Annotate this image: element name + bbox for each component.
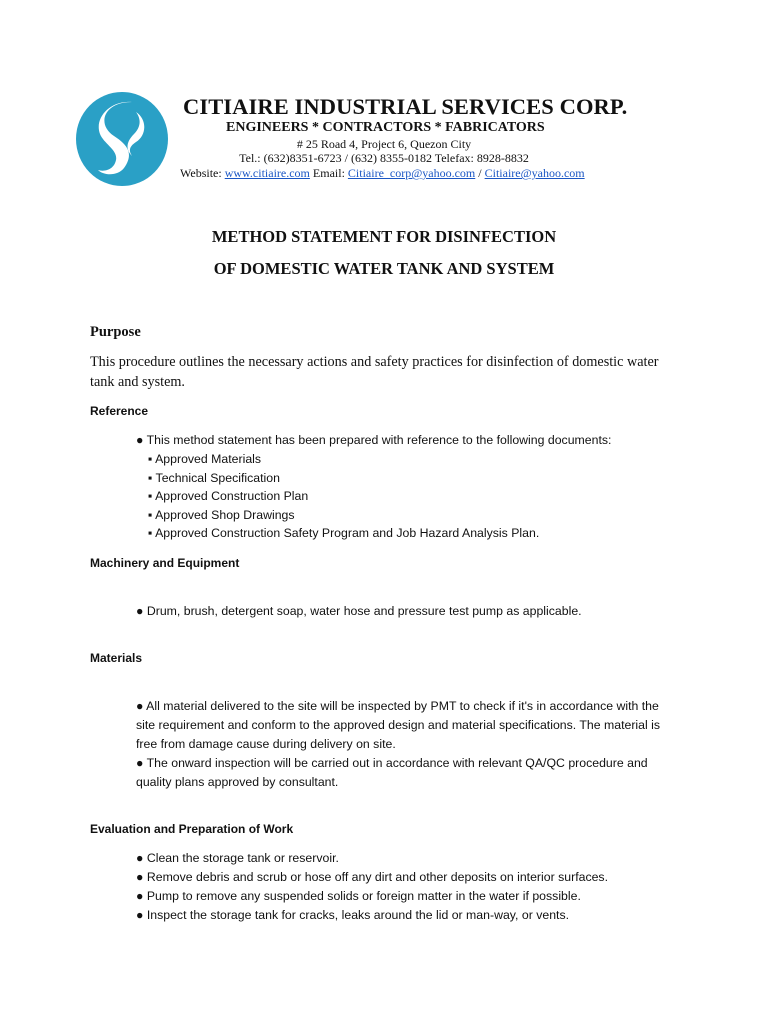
materials-heading: Materials — [90, 651, 143, 665]
evaluation-heading: Evaluation and Preparation of Work — [90, 822, 294, 836]
document-title-line-1: METHOD STATEMENT FOR DISINFECTION — [211, 227, 557, 246]
website-link[interactable]: www.citiaire.com — [224, 166, 310, 180]
email-label: Email: — [309, 166, 348, 180]
machinery-heading: Machinery and Equipment — [90, 556, 240, 570]
company-phones: Tel.: (632)8351-6723 / (632) 8355-0182 Telefax: 8928-8832 — [239, 151, 529, 165]
purpose-heading: Purpose — [90, 324, 141, 340]
materials-item: ● All material delivered to the site will be inspected by PMT to check if it's in accordance with the site requirement and conform to the approved design and material specifications. The material is free from damage cause during delivery on site. — [136, 699, 661, 751]
evaluation-item: ● Pump to remove any suspended solids or foreign matter in the water if possible. — [136, 889, 581, 903]
evaluation-item: ● Remove debris and scrub or hose off any dirt and other deposits on interior surfaces. — [136, 870, 609, 884]
company-address: # 25 Road 4, Project 6, Quezon City — [296, 137, 472, 151]
reference-item: ▪ Approved Construction Safety Program and Job Hazard Analysis Plan. — [148, 526, 540, 540]
contact-line — [180, 166, 585, 181]
email-link-1[interactable]: Citiaire_corp@yahoo.com — [347, 166, 476, 180]
company-name: CITIAIRE INDUSTRIAL SERVICES CORP. — [183, 94, 628, 119]
machinery-item: ● Drum, brush, detergent soap, water hose and pressure test pump as applicable. — [136, 604, 582, 618]
evaluation-item: ● Clean the storage tank or reservoir. — [136, 851, 339, 865]
materials-item: ● The onward inspection will be carried out in accordance with relevant QA/QC procedure and quality plans approved by consultant. — [136, 756, 648, 789]
website-label: Website: — [180, 166, 225, 180]
email-link-2[interactable]: Citiaire@yahoo.com — [484, 166, 585, 180]
document-title-line-2: OF DOMESTIC WATER TANK AND SYSTEM — [213, 259, 555, 278]
reference-intro: ● This method statement has been prepared with reference to the following documents: — [136, 433, 612, 447]
reference-item: ▪ Approved Construction Plan — [148, 489, 309, 503]
email-separator: / — [475, 166, 485, 180]
company-tagline: ENGINEERS * CONTRACTORS * FABRICATORS — [226, 120, 545, 135]
purpose-text: This procedure outlines the necessary actions and safety practices for disinfection of domestic water tank and system. — [90, 354, 659, 390]
reference-item: ▪ Approved Shop Drawings — [148, 508, 295, 522]
evaluation-item: ● Inspect the storage tank for cracks, leaks around the lid or man-way, or vents. — [136, 908, 570, 922]
reference-heading: Reference — [90, 404, 149, 418]
reference-item: ▪ Approved Materials — [148, 452, 262, 466]
reference-item: ▪ Technical Specification — [148, 471, 280, 485]
